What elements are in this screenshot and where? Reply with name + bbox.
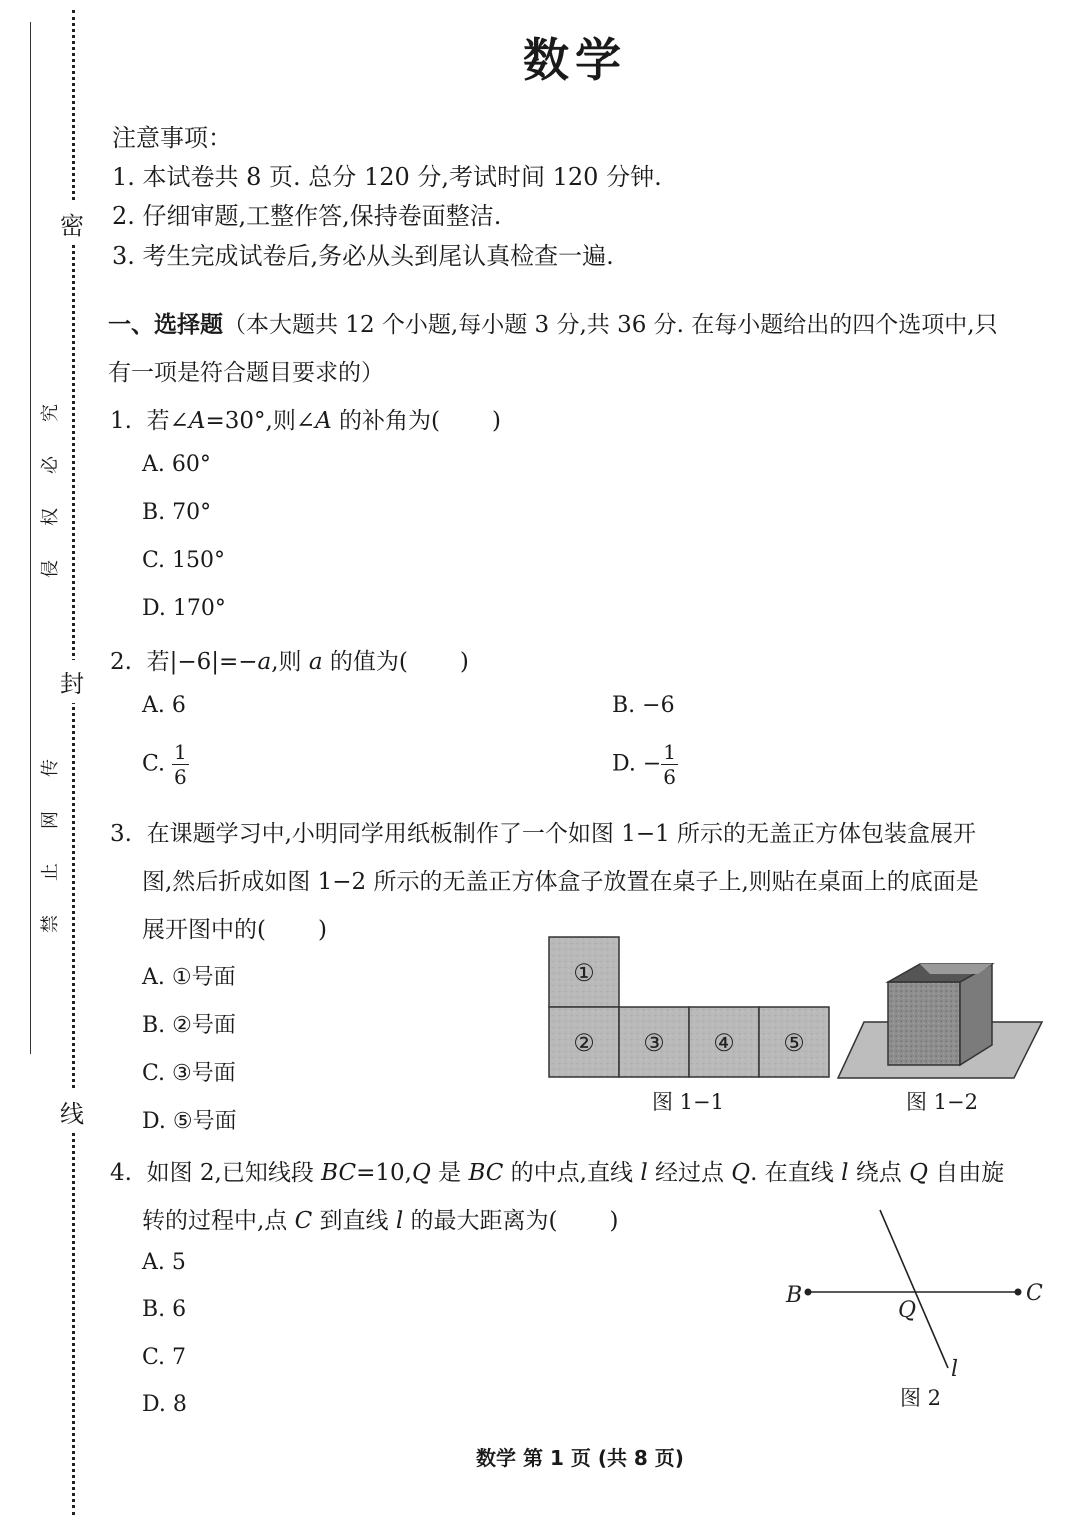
fraction: $\frac{1}{6}$ — [174, 740, 187, 789]
q2-option-c: C. $\frac{1}{6}$ — [142, 740, 187, 789]
q3-option-a: A. ①号面 — [142, 965, 236, 990]
margin-vertical-text: 传 — [40, 759, 61, 777]
q3-option-b: B. ②号面 — [142, 1013, 236, 1038]
margin-vertical-text: 止 — [40, 863, 61, 881]
notice-item: 3. 考生完成试卷后,务必从头到尾认真检查一遍. — [112, 242, 614, 270]
label-q: Q — [898, 1298, 917, 1323]
net-face-label: ① — [573, 959, 595, 987]
question-4-line2: 转的过程中,点 C 到直线 l 的最大距离为( ) — [142, 1208, 619, 1234]
page-title: 数学 — [523, 33, 627, 87]
label-b: B — [786, 1283, 803, 1308]
question-2: 2. 若|−6|=−a,则 a 的值为( ) — [110, 649, 469, 675]
margin-vertical-text: 侵 — [40, 560, 61, 578]
page-footer: 数学 第 1 页 (共 8 页) — [476, 1446, 684, 1470]
q1-option-a: A. 60° — [142, 452, 211, 477]
q3-option-d: D. ⑤号面 — [142, 1109, 237, 1134]
section-desc: （本大题共 12 个小题,每小题 3 分,共 36 分. 在每小题给出的四个选项中,只 — [223, 312, 998, 338]
section-label: 一、选择题 — [108, 311, 223, 338]
question-3-line2: 图,然后折成如图 1−2 所示的无盖正方体盒子放置在桌子上,则贴在桌面上的底面是 — [142, 869, 979, 895]
box-front-face — [888, 982, 960, 1065]
question-4: 4. 如图 2,已知线段 BC=10,Q 是 BC 的中点,直线 l 经过点 Q. 在直线 l 绕点 Q 自由旋 — [110, 1160, 1005, 1186]
q2-option-b: B. −6 — [612, 693, 675, 718]
figure-2-diagram — [770, 1200, 1070, 1390]
margin-vertical-text: 权 — [40, 508, 61, 526]
notice-item: 1. 本试卷共 8 页. 总分 120 分,考试时间 120 分钟. — [112, 163, 662, 191]
q4-option-c: C. 7 — [142, 1345, 187, 1370]
label-l: l — [951, 1357, 959, 1382]
net-face-label: ④ — [713, 1029, 735, 1057]
seal-char-mi: 密 — [60, 202, 84, 245]
q3-option-c: C. ③号面 — [142, 1061, 236, 1086]
net-face-label: ② — [573, 1029, 595, 1057]
q4-option-d: D. 8 — [142, 1392, 187, 1417]
seal-char-xian: 线 — [60, 1090, 84, 1133]
question-3-line3: 展开图中的( ) — [142, 917, 327, 943]
label-c: C — [1026, 1281, 1043, 1306]
net-face-label: ③ — [643, 1029, 665, 1057]
margin-solid-line — [30, 22, 31, 1054]
figure-1-2-caption: 图 1−2 — [906, 1090, 978, 1114]
question-3: 3. 在课题学习中,小明同学用纸板制作了一个如图 1−1 所示的无盖正方体包装盒展开 — [110, 821, 977, 847]
point-b — [805, 1289, 812, 1296]
q2-option-d: D. − $\frac{1}{6}$ — [612, 740, 677, 789]
notice-heading: 注意事项： — [112, 124, 232, 152]
figure-2-caption: 图 2 — [900, 1386, 942, 1410]
q1-option-c: C. 150° — [142, 548, 226, 573]
notice-item: 2. 仔细审题,工整作答,保持卷面整洁. — [112, 202, 502, 230]
seal-char-feng: 封 — [60, 660, 84, 703]
margin-vertical-text: 必 — [40, 456, 61, 474]
margin-vertical-text: 网 — [40, 811, 61, 829]
q1-option-b: B. 70° — [142, 500, 212, 525]
margin-vertical-text: 禁 — [40, 915, 61, 933]
figure-1-2-box — [830, 950, 1050, 1085]
q2-option-a: A. 6 — [142, 693, 186, 718]
net-face-label: ⑤ — [783, 1029, 805, 1057]
fraction: $\frac{1}{6}$ — [663, 740, 677, 789]
point-c — [1015, 1289, 1022, 1296]
q1-option-d: D. 170° — [142, 596, 226, 621]
q4-option-a: A. 5 — [142, 1250, 186, 1275]
q4-option-b: B. 6 — [142, 1297, 187, 1322]
margin-vertical-text: 究 — [40, 404, 61, 422]
question-1: 1. 若∠A=30°,则∠A 的补角为( ) — [110, 408, 502, 434]
section-desc-line2: 有一项是符合题目要求的） — [108, 360, 384, 386]
section-heading — [108, 306, 998, 339]
figure-1-1-caption: 图 1−1 — [652, 1090, 724, 1114]
line-l — [880, 1210, 948, 1368]
